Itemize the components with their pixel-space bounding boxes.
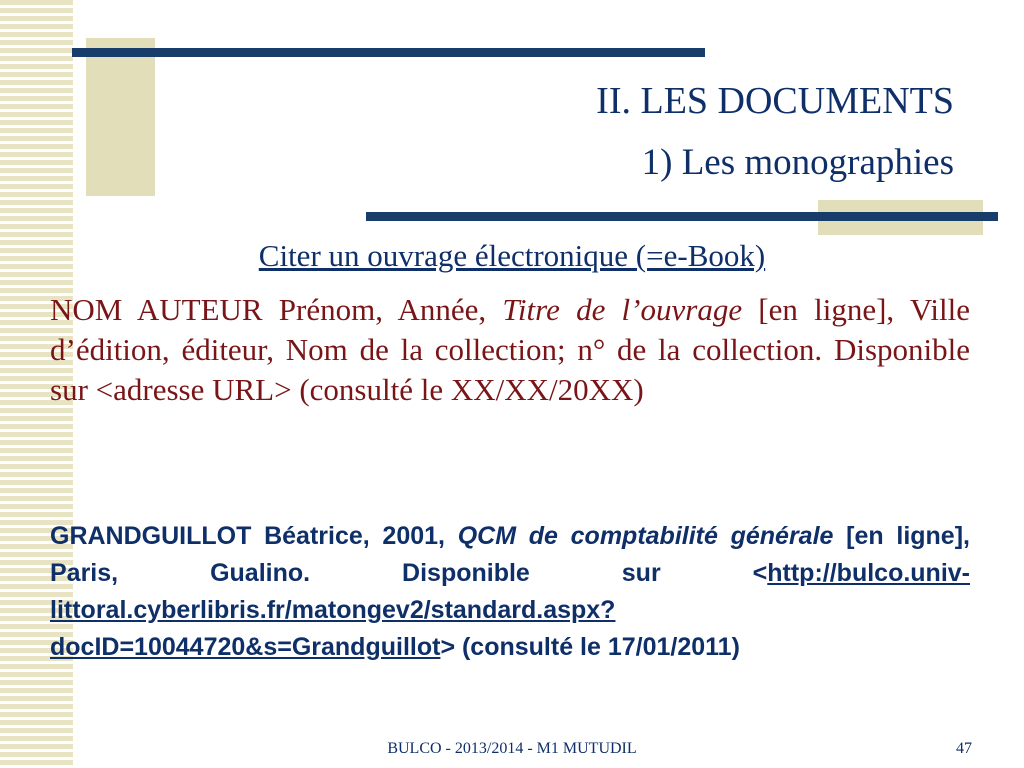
slide-subtitle: 1) Les monographies xyxy=(641,142,954,183)
decorative-tan-block xyxy=(86,38,155,196)
section-heading-text: Citer un ouvrage électronique (=e-Book) xyxy=(258,238,766,273)
decorative-bar-right xyxy=(366,212,998,221)
section-heading xyxy=(0,236,1024,276)
citation-example xyxy=(50,518,970,666)
citation-template xyxy=(50,290,970,410)
template-title: Titre de l’ouvrage xyxy=(502,292,743,327)
footer-text: BULCO - 2013/2014 - M1 MUTUDIL xyxy=(387,740,637,757)
template-author-year: NOM AUTEUR Prénom, Année, xyxy=(50,292,503,327)
template-rest: [en ligne], Ville d’édition, éditeur, Nom de la collection; n° de la collection. Disponible sur <adresse URL> (consulté le XX/XX/20XX) xyxy=(50,292,970,407)
example-middle: [en ligne], Paris, Gualino. Disponible sur < xyxy=(50,522,970,587)
example-title: QCM de comptabilité générale xyxy=(457,522,834,550)
decorative-bar-top xyxy=(72,48,705,57)
example-author-year: GRANDGUILLOT Béatrice, 2001, xyxy=(50,522,458,550)
slide-title: II. LES DOCUMENTS xyxy=(596,80,954,122)
example-end: > (consulté le 17/01/2011) xyxy=(440,633,740,661)
example-url-link[interactable]: http://bulco.univ-littoral.cyberlibris.fr/matongev2/standard.aspx?docID=10044720&s=Grandguillot xyxy=(50,559,970,661)
page-number: 47 xyxy=(956,740,972,757)
